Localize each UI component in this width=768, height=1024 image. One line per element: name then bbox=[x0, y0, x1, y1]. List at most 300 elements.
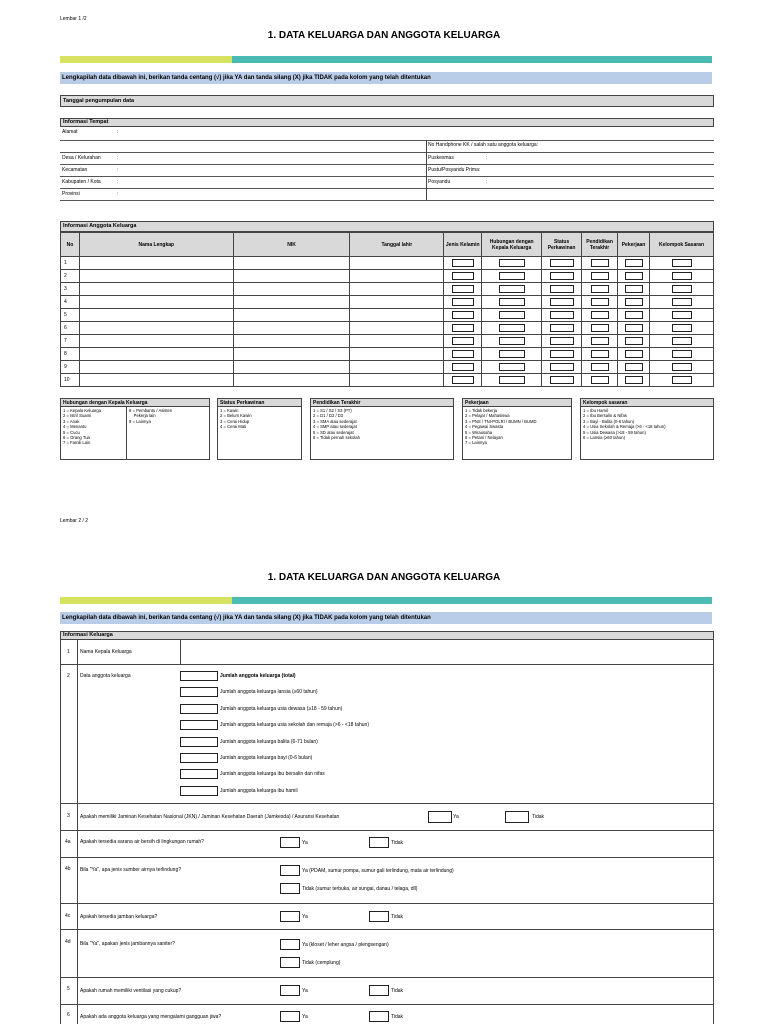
legend-item: 3 = Cerai Hidup bbox=[220, 418, 250, 424]
legend-item: 1 = Tidak bekerja bbox=[465, 408, 498, 413]
pekerjaan-cell bbox=[618, 296, 650, 309]
jenis-kelamin-code-box[interactable] bbox=[452, 376, 474, 384]
jenis-kelamin-cell bbox=[444, 322, 482, 335]
jenis-kelamin-cell bbox=[444, 296, 482, 309]
legend-kelompok bbox=[580, 398, 714, 460]
hubungan-code-box[interactable] bbox=[499, 350, 525, 358]
puskesmas-label: Puskesmas bbox=[428, 155, 454, 161]
status-code-box[interactable] bbox=[550, 363, 574, 371]
pekerjaan-cell bbox=[618, 322, 650, 335]
q4b-number: 4b bbox=[65, 866, 71, 872]
jenis-kelamin-code-box[interactable] bbox=[452, 298, 474, 306]
row-number: 8 bbox=[61, 348, 80, 361]
pendidikan-code-box[interactable] bbox=[591, 337, 609, 345]
tanggal-lahir-cell[interactable] bbox=[350, 374, 444, 387]
desa-label: Desa / Kelurahan bbox=[62, 155, 101, 161]
status-code-box[interactable] bbox=[550, 350, 574, 358]
nama-cell[interactable] bbox=[79, 296, 233, 309]
nama-cell[interactable] bbox=[79, 283, 233, 296]
pendidikan-cell bbox=[582, 309, 618, 322]
alamat-field[interactable] bbox=[60, 140, 714, 141]
posyandu-colon: : bbox=[486, 179, 488, 185]
pendidikan-code-box[interactable] bbox=[591, 298, 609, 306]
status-cell bbox=[542, 283, 582, 296]
hubungan-code-box[interactable] bbox=[499, 376, 525, 384]
col-pendidikan: Pendidikan Terakhir bbox=[582, 233, 618, 257]
row-sep-5 bbox=[60, 903, 714, 904]
col-nik: NIK bbox=[233, 233, 350, 257]
q4a-tidak-label: Tidak bbox=[391, 840, 404, 846]
status-cell bbox=[542, 348, 582, 361]
pekerjaan-cell bbox=[618, 309, 650, 322]
q2-count-input[interactable] bbox=[180, 786, 218, 796]
row-number: 9 bbox=[61, 361, 80, 374]
status-code-box[interactable] bbox=[550, 311, 574, 319]
hubungan-cell bbox=[482, 270, 542, 283]
nik-cell[interactable] bbox=[233, 257, 350, 270]
col-pekerjaan: Pekerjaan bbox=[618, 233, 650, 257]
tanggal-lahir-cell[interactable] bbox=[350, 322, 444, 335]
q4d-ya-label: Ya (kloset / leher angsa / plengsengan) bbox=[302, 942, 389, 948]
legend-item: 4 = Menantu bbox=[63, 424, 87, 430]
phone-label: No Handphone KK / salah satu anggota keluarga: bbox=[428, 142, 539, 148]
tanggal-lahir-cell[interactable] bbox=[350, 335, 444, 348]
legend-pendidikan bbox=[310, 398, 454, 460]
nama-cell[interactable] bbox=[79, 257, 233, 270]
q4b-ya-checkbox[interactable] bbox=[280, 865, 300, 876]
kelompok-cell bbox=[650, 335, 714, 348]
nik-cell[interactable] bbox=[233, 296, 350, 309]
q2-label: Data anggota keluarga bbox=[80, 673, 131, 679]
place-divider bbox=[426, 140, 427, 200]
q5-ya-label: Ya bbox=[302, 988, 308, 994]
q2-count-input[interactable] bbox=[180, 704, 218, 714]
row-sep-4 bbox=[60, 857, 714, 858]
kelompok-cell bbox=[650, 361, 714, 374]
jenis-kelamin-cell bbox=[444, 335, 482, 348]
hubungan-cell bbox=[482, 309, 542, 322]
jenis-kelamin-cell bbox=[444, 270, 482, 283]
hubungan-code-box[interactable] bbox=[499, 285, 525, 293]
q4d-tidak-checkbox[interactable] bbox=[280, 957, 300, 968]
nik-cell[interactable] bbox=[233, 322, 350, 335]
place-info-header: Informasi Tempat bbox=[60, 118, 714, 127]
pendidikan-code-box[interactable] bbox=[591, 350, 609, 358]
q4c-number: 4c bbox=[65, 913, 71, 919]
legend-kelompok-title: Kelompok sasaran bbox=[581, 399, 713, 407]
q1-label: Nama Kepala Keluarga bbox=[80, 649, 132, 655]
pendidikan-code-box[interactable] bbox=[591, 311, 609, 319]
legend-item: 5 = Wirausaha bbox=[465, 429, 493, 435]
pendidikan-code-box[interactable] bbox=[591, 272, 609, 280]
row-number: 10 bbox=[61, 374, 80, 387]
tanggal-lahir-cell[interactable] bbox=[350, 296, 444, 309]
members-info-header: Informasi Anggota Keluarga bbox=[60, 221, 714, 232]
provinsi-field[interactable] bbox=[60, 200, 714, 201]
legend-item: Pekerja lain bbox=[129, 413, 156, 419]
q3-tidak-checkbox[interactable] bbox=[505, 811, 529, 823]
col-hubungan: Hubungan dengan Kepala Keluarga bbox=[482, 233, 542, 257]
kecamatan-colon: : bbox=[117, 167, 119, 173]
hubungan-code-box[interactable] bbox=[499, 337, 525, 345]
kelompok-cell bbox=[650, 322, 714, 335]
nik-cell[interactable] bbox=[233, 309, 350, 322]
nik-cell[interactable] bbox=[233, 270, 350, 283]
q2-count-label: Jumlah anggota keluarga ibu hamil bbox=[220, 788, 298, 794]
page-title: 1. DATA KELUARGA DAN ANGGOTA KELUARGA bbox=[267, 30, 501, 41]
tanggal-lahir-cell[interactable] bbox=[350, 270, 444, 283]
q2-count-input[interactable] bbox=[180, 753, 218, 763]
tanggal-lahir-cell[interactable] bbox=[350, 361, 444, 374]
nik-cell[interactable] bbox=[233, 335, 350, 348]
jenis-kelamin-cell bbox=[444, 361, 482, 374]
q6-ya-checkbox[interactable] bbox=[280, 1011, 300, 1022]
nama-cell[interactable] bbox=[79, 270, 233, 283]
table-row bbox=[61, 361, 714, 374]
q2-count-input[interactable] bbox=[180, 720, 218, 730]
col-jenis-kelamin: Jenis Kelamin bbox=[444, 233, 482, 257]
kelompok-cell bbox=[650, 283, 714, 296]
nik-cell[interactable] bbox=[233, 374, 350, 387]
status-cell bbox=[542, 361, 582, 374]
kecamatan-label: Kecamatan bbox=[62, 167, 88, 173]
hubungan-code-box[interactable] bbox=[499, 324, 525, 332]
q4d-label: Bila "Ya", apakan jenis jambannya saniter? bbox=[80, 941, 175, 947]
legend-item: 5 = Usia Dewasa (>18 - 59 tahun) bbox=[583, 429, 646, 435]
q4a-tidak-checkbox[interactable] bbox=[369, 837, 389, 848]
tanggal-lahir-cell[interactable] bbox=[350, 309, 444, 322]
status-code-box[interactable] bbox=[550, 259, 574, 267]
q4a-ya-checkbox[interactable] bbox=[280, 837, 300, 848]
tanggal-lahir-cell[interactable] bbox=[350, 283, 444, 296]
jenis-kelamin-code-box[interactable] bbox=[452, 324, 474, 332]
q2-count-label: Jumlah anggota keluarga bayi (0-6 bulan) bbox=[220, 755, 313, 761]
pekerjaan-code-box[interactable] bbox=[625, 324, 643, 332]
legend-item: 6 = Petani / Nelayan bbox=[465, 435, 503, 441]
form-left-border bbox=[60, 640, 61, 1024]
q2-count-label: Jumlah anggota keluarga (total) bbox=[220, 673, 296, 679]
jenis-kelamin-cell bbox=[444, 257, 482, 270]
pendidikan-code-box[interactable] bbox=[591, 363, 609, 371]
date-collection-field[interactable]: Tanggal pengumpulan data bbox=[60, 95, 714, 107]
legend-item: 1 = S1 / S2 / S3 (PT) bbox=[313, 408, 352, 413]
nik-cell[interactable] bbox=[233, 283, 350, 296]
hubungan-cell bbox=[482, 257, 542, 270]
legend-item: 7 = Lainnya bbox=[465, 440, 487, 446]
hubungan-cell bbox=[482, 296, 542, 309]
pekerjaan-cell bbox=[618, 335, 650, 348]
hubungan-cell bbox=[482, 361, 542, 374]
legend-item: 6 = Orang Tua bbox=[63, 435, 90, 441]
status-cell bbox=[542, 374, 582, 387]
q2-number: 2 bbox=[67, 673, 70, 679]
pendidikan-code-box[interactable] bbox=[591, 376, 609, 384]
status-cell bbox=[542, 296, 582, 309]
pekerjaan-code-box[interactable] bbox=[625, 376, 643, 384]
hubungan-cell bbox=[482, 283, 542, 296]
nik-cell[interactable] bbox=[233, 348, 350, 361]
kabupaten-field[interactable] bbox=[60, 188, 714, 189]
q6-label: Apakah ada anggota keluarga yang mengalami gangguan jiwa? bbox=[80, 1014, 222, 1020]
hubungan-code-box[interactable] bbox=[499, 259, 525, 267]
family-info-header: Informasi Keluarga bbox=[60, 631, 714, 640]
pendidikan-cell bbox=[582, 283, 618, 296]
nama-cell[interactable] bbox=[79, 309, 233, 322]
legend-status-title: Status Perkawinan bbox=[218, 399, 301, 407]
pendidikan-cell bbox=[582, 361, 618, 374]
kelompok-code-box[interactable] bbox=[672, 285, 692, 293]
hubungan-code-box[interactable] bbox=[499, 272, 525, 280]
nama-cell[interactable] bbox=[79, 335, 233, 348]
q4b-tidak-checkbox[interactable] bbox=[280, 883, 300, 894]
nama-cell[interactable] bbox=[79, 348, 233, 361]
q4d-tidak-label: Tidak (cemplung) bbox=[302, 960, 341, 966]
legend-pekerjaan-title: Pekerjaan bbox=[463, 399, 571, 407]
legend-status-items bbox=[218, 407, 301, 431]
table-row bbox=[61, 335, 714, 348]
status-code-box[interactable] bbox=[550, 376, 574, 384]
accent-bar-lime-2 bbox=[60, 597, 232, 604]
legend-item: 4 = Usia Sekolah & Remaja (>6 - <18 tahun) bbox=[583, 424, 666, 430]
hubungan-cell bbox=[482, 348, 542, 361]
pekerjaan-code-box[interactable] bbox=[625, 285, 643, 293]
status-cell bbox=[542, 309, 582, 322]
row-number: 6 bbox=[61, 322, 80, 335]
desa-field[interactable] bbox=[60, 164, 714, 165]
q3-ya-checkbox[interactable] bbox=[428, 811, 452, 823]
hubungan-cell bbox=[482, 322, 542, 335]
row-sep-6 bbox=[60, 929, 714, 930]
legend-hubungan-col1 bbox=[61, 407, 127, 460]
legend-item: 2 = Istri/ Suami bbox=[63, 413, 92, 419]
kelompok-code-box[interactable] bbox=[672, 324, 692, 332]
q2-count-input[interactable] bbox=[180, 737, 218, 747]
kelompok-cell bbox=[650, 374, 714, 387]
legend-item: 8 = Pembantu / Asisten bbox=[129, 408, 173, 413]
q5-tidak-checkbox[interactable] bbox=[369, 985, 389, 996]
kelompok-cell bbox=[650, 296, 714, 309]
kelompok-cell bbox=[650, 270, 714, 283]
phone-field[interactable] bbox=[60, 152, 714, 153]
kelompok-code-box[interactable] bbox=[672, 272, 692, 280]
jenis-kelamin-cell bbox=[444, 374, 482, 387]
row-number: 5 bbox=[61, 309, 80, 322]
pekerjaan-cell bbox=[618, 283, 650, 296]
q3-ya-label: Ya bbox=[453, 814, 459, 820]
kecamatan-field[interactable] bbox=[60, 176, 714, 177]
nama-cell[interactable] bbox=[79, 374, 233, 387]
hubungan-cell bbox=[482, 374, 542, 387]
hubungan-code-box[interactable] bbox=[499, 298, 525, 306]
pekerjaan-cell bbox=[618, 374, 650, 387]
pendidikan-cell bbox=[582, 270, 618, 283]
q6-tidak-checkbox[interactable] bbox=[369, 1011, 389, 1022]
hubungan-code-box[interactable] bbox=[499, 363, 525, 371]
kelompok-code-box[interactable] bbox=[672, 298, 692, 306]
legend-pendidikan-items bbox=[311, 407, 453, 441]
pendidikan-code-box[interactable] bbox=[591, 324, 609, 332]
jenis-kelamin-code-box[interactable] bbox=[452, 259, 474, 267]
pekerjaan-code-box[interactable] bbox=[625, 350, 643, 358]
pekerjaan-cell bbox=[618, 257, 650, 270]
legend-item: 5 = Cucu bbox=[63, 429, 80, 435]
row-sep-8 bbox=[60, 1004, 714, 1005]
table-row bbox=[61, 374, 714, 387]
status-code-box[interactable] bbox=[550, 298, 574, 306]
status-code-box[interactable] bbox=[550, 272, 574, 280]
jenis-kelamin-cell bbox=[444, 309, 482, 322]
q4c-ya-checkbox[interactable] bbox=[280, 911, 300, 922]
pekerjaan-cell bbox=[618, 270, 650, 283]
jenis-kelamin-code-box[interactable] bbox=[452, 363, 474, 371]
q3-tidak-label: Tidak bbox=[532, 814, 545, 820]
legend-kelompok-items bbox=[581, 407, 713, 441]
legend-item: 2 = Ibu Bersalin & Nifas bbox=[583, 413, 627, 419]
legend-item: 9 = Lainnya bbox=[129, 418, 151, 424]
status-cell bbox=[542, 270, 582, 283]
q2-count-label: Jumlah anggota keluarga lansia (≥60 tahun) bbox=[220, 689, 318, 695]
legend-item: 4 = Pegawai Swasta bbox=[465, 424, 504, 430]
q4c-ya-label: Ya bbox=[302, 914, 308, 920]
pekerjaan-code-box[interactable] bbox=[625, 337, 643, 345]
pekerjaan-code-box[interactable] bbox=[625, 259, 643, 267]
legend-item: 6 = Lansia (≥60 tahun) bbox=[583, 435, 625, 441]
nama-cell[interactable] bbox=[79, 322, 233, 335]
kelompok-code-box[interactable] bbox=[672, 350, 692, 358]
jenis-kelamin-cell bbox=[444, 348, 482, 361]
table-row bbox=[61, 283, 714, 296]
jenis-kelamin-code-box[interactable] bbox=[452, 285, 474, 293]
row-number: 2 bbox=[61, 270, 80, 283]
row-sep-1 bbox=[60, 664, 714, 665]
legend-item: 3 = PNS / TNI-POLRI / BUMN / BUMD bbox=[465, 418, 537, 424]
jenis-kelamin-code-box[interactable] bbox=[452, 337, 474, 345]
members-table bbox=[60, 232, 714, 387]
q3-number: 3 bbox=[67, 813, 70, 819]
q4a-number: 4a bbox=[65, 839, 71, 845]
legend-item: 3 = SMA atau sederajat bbox=[313, 418, 357, 424]
row-sep-7 bbox=[60, 977, 714, 978]
legend-item: 4 = Cerai Mati bbox=[220, 424, 247, 430]
col-tanggal-lahir: Tanggal lahir bbox=[350, 233, 444, 257]
q2-count-label: Jumlah anggota keluarga balita (6-71 bulan) bbox=[220, 739, 318, 745]
q4b-label: Bila "Ya", apa jenis sumber airnya terlindung? bbox=[80, 867, 182, 873]
q4b-ya-label: Ya (PDAM, sumur pompa, sumur gali terlindung, mata air terlindung) bbox=[302, 868, 454, 874]
posyandu-label: Posyandu bbox=[428, 179, 451, 185]
nik-cell[interactable] bbox=[233, 361, 350, 374]
q6-number: 6 bbox=[67, 1012, 70, 1018]
row-number: 1 bbox=[61, 257, 80, 270]
kelompok-code-box[interactable] bbox=[672, 311, 692, 319]
legend-item: 2 = Pelajar / Mahasiswa bbox=[465, 413, 510, 419]
pekerjaan-code-box[interactable] bbox=[625, 311, 643, 319]
row-sep-2 bbox=[60, 803, 714, 804]
provinsi-label: Provinsi bbox=[62, 191, 80, 197]
q1-divider bbox=[180, 640, 181, 664]
status-cell bbox=[542, 322, 582, 335]
q3-label: Apakah memiliki Jaminan Kesehatan Nasional (JKN) / Jaminan Kesehatan Daerah (Jamkesda) / Asuransi Kesehatan bbox=[80, 814, 340, 820]
accent-bar-lime bbox=[60, 56, 232, 63]
legend-item: 3 = Bayi - Balita (0-6 tahun) bbox=[583, 418, 635, 424]
table-row bbox=[61, 348, 714, 361]
jenis-kelamin-code-box[interactable] bbox=[452, 311, 474, 319]
q4c-tidak-label: Tidak bbox=[391, 914, 404, 920]
pekerjaan-code-box[interactable] bbox=[625, 272, 643, 280]
legend-hubungan-title: Hubungan dengan Kepala Keluarga bbox=[61, 399, 209, 407]
legend-pekerjaan-items bbox=[463, 407, 571, 447]
pendidikan-code-box[interactable] bbox=[591, 285, 609, 293]
tanggal-lahir-cell[interactable] bbox=[350, 348, 444, 361]
q5-ya-checkbox[interactable] bbox=[280, 985, 300, 996]
col-kelompok: Kelompok Sasaran bbox=[650, 233, 714, 257]
status-code-box[interactable] bbox=[550, 285, 574, 293]
instruction-banner: Lengkapilah data dibawah ini, berikan tanda centang (√) jika YA dan tanda silang (X) jika TIDAK pada kolom yang telah ditentukan bbox=[60, 72, 712, 84]
legend-item: 1 = Kawin bbox=[220, 408, 239, 413]
table-row bbox=[61, 257, 714, 270]
pendidikan-cell bbox=[582, 348, 618, 361]
sheet-label-2: Lembar 2 / 2 bbox=[60, 518, 89, 524]
tanggal-lahir-cell[interactable] bbox=[350, 257, 444, 270]
jenis-kelamin-cell bbox=[444, 283, 482, 296]
pekerjaan-cell bbox=[618, 361, 650, 374]
q2-count-input[interactable] bbox=[180, 671, 218, 681]
status-code-box[interactable] bbox=[550, 324, 574, 332]
kepala-keluarga-input[interactable] bbox=[182, 642, 710, 662]
kelompok-code-box[interactable] bbox=[672, 259, 692, 267]
q2-count-label: Jumlah anggota keluarga usia sekolah dan remaja (>6 - <18 tahun) bbox=[220, 722, 369, 728]
table-row bbox=[61, 322, 714, 335]
hubungan-code-box[interactable] bbox=[499, 311, 525, 319]
form-number-divider bbox=[77, 640, 78, 1024]
legend-item: 2 = Belum Kawin bbox=[220, 413, 252, 419]
table-row bbox=[61, 296, 714, 309]
q6-tidak-label: Tidak bbox=[391, 1014, 404, 1020]
q5-number: 5 bbox=[67, 986, 70, 992]
kelompok-code-box[interactable] bbox=[672, 363, 692, 371]
q4d-ya-checkbox[interactable] bbox=[280, 939, 300, 950]
q2-count-input[interactable] bbox=[180, 687, 218, 697]
legend-pendidikan-title: Pendidikan Terakhir bbox=[311, 399, 453, 407]
legend-status bbox=[217, 398, 302, 460]
pekerjaan-code-box[interactable] bbox=[625, 298, 643, 306]
accent-bar-teal bbox=[232, 56, 712, 63]
kabupaten-label: Kabupaten / Kota bbox=[62, 179, 101, 185]
status-cell bbox=[542, 335, 582, 348]
status-code-box[interactable] bbox=[550, 337, 574, 345]
q2-count-input[interactable] bbox=[180, 769, 218, 779]
legend-item: 7 = Famili Lain bbox=[63, 440, 91, 446]
q4a-label: Apakah tersedia sarana air bersih di lingkungan rumah? bbox=[80, 839, 204, 845]
q4c-tidak-checkbox[interactable] bbox=[369, 911, 389, 922]
kelompok-code-box[interactable] bbox=[672, 376, 692, 384]
pendidikan-code-box[interactable] bbox=[591, 259, 609, 267]
legend-hubungan bbox=[60, 398, 210, 460]
jenis-kelamin-code-box[interactable] bbox=[452, 272, 474, 280]
q2-count-label: Jumlah anggota keluarga ibu bersalin dan nifas bbox=[220, 771, 325, 777]
q5-tidak-label: Tidak bbox=[391, 988, 404, 994]
q2-count-label: Jumlah anggota keluarga usia dewasa (≥18 - 59 tahun) bbox=[220, 706, 343, 712]
q1-number: 1 bbox=[67, 649, 70, 655]
puskesmas-colon: : bbox=[486, 155, 488, 161]
col-status: Status Perkawinan bbox=[542, 233, 582, 257]
kelompok-code-box[interactable] bbox=[672, 337, 692, 345]
jenis-kelamin-code-box[interactable] bbox=[452, 350, 474, 358]
pekerjaan-code-box[interactable] bbox=[625, 363, 643, 371]
nama-cell[interactable] bbox=[79, 361, 233, 374]
sheet-label: Lembar 1 /2 bbox=[60, 16, 87, 22]
legend-item: 2 = D1 / D2 / D3 bbox=[313, 413, 344, 419]
table-row bbox=[61, 309, 714, 322]
